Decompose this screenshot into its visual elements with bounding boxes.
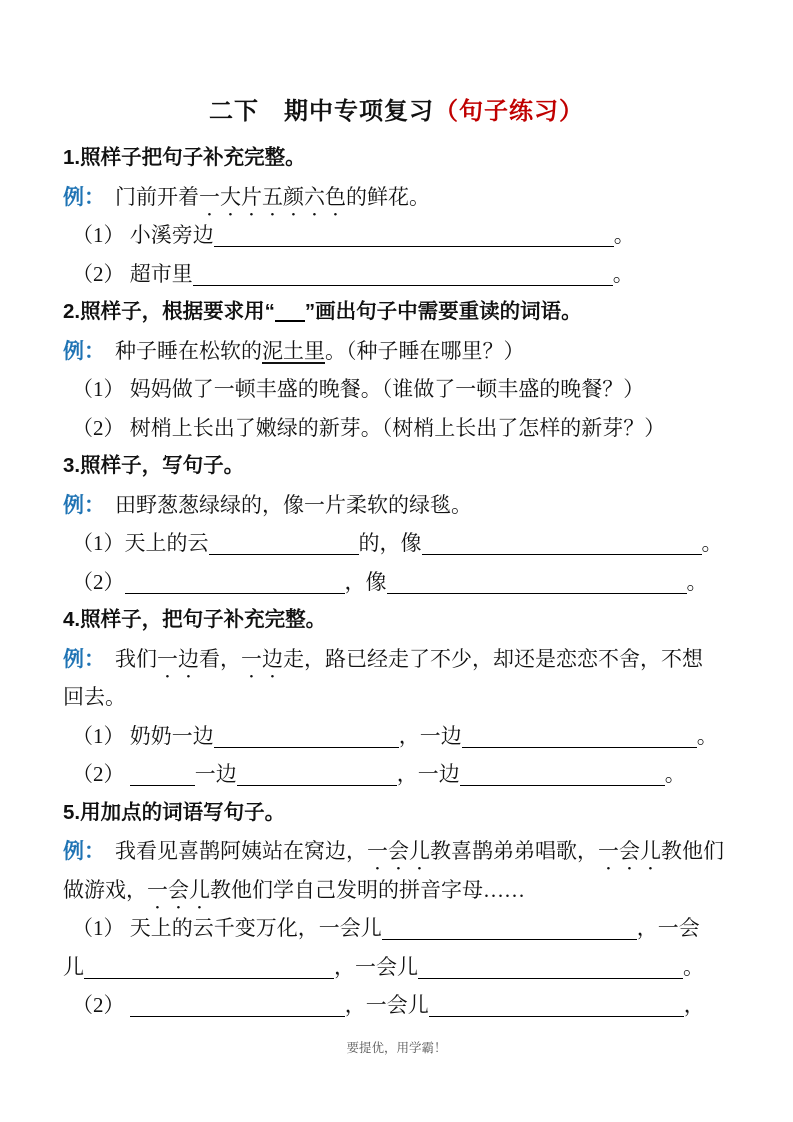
page-title-main: 二下 期中专项复习 bbox=[209, 98, 434, 125]
q5-example-cont bbox=[63, 871, 733, 910]
text-segment: 1.照样子把句子补充完整。 bbox=[63, 146, 306, 169]
text-segment: 。 bbox=[696, 723, 718, 748]
answer-blank[interactable] bbox=[125, 589, 345, 594]
answer-blank[interactable] bbox=[193, 281, 613, 286]
text-segment: （1） 天上的云千变万化，一会儿 bbox=[72, 916, 382, 940]
text-segment: ，一边 bbox=[398, 723, 462, 748]
page-title bbox=[0, 96, 793, 128]
text-segment: 3.照样子，写句子。 bbox=[63, 454, 245, 477]
text-segment: （1） 妈妈做了一顿丰盛的晚餐。（谁做了一顿丰盛的晚餐？） bbox=[72, 377, 645, 401]
q1-item-1 bbox=[63, 216, 733, 255]
text-segment: 5.用加点的词语写句子。 bbox=[63, 800, 286, 824]
text-segment: 一边 bbox=[157, 646, 199, 671]
text-segment: ， bbox=[683, 993, 705, 1017]
example-label: 例： bbox=[63, 339, 105, 363]
text-segment: ，一会儿 bbox=[334, 954, 418, 979]
page-title-highlight: （句子练习） bbox=[434, 98, 584, 125]
q5-item-2 bbox=[63, 986, 733, 1025]
q3-example bbox=[63, 486, 733, 525]
text-segment: 4.照样子，把句子补充完整。 bbox=[63, 608, 327, 631]
example-label: 例： bbox=[63, 185, 105, 209]
answer-blank[interactable] bbox=[460, 781, 665, 786]
text-segment: 教他们学自己发明的拼音字母…… bbox=[210, 877, 525, 902]
q4-example-cont bbox=[63, 678, 733, 717]
text-segment: 门前开着 bbox=[115, 184, 199, 209]
text-segment: （2） 超市里 bbox=[72, 261, 193, 286]
text-segment: 一会儿 bbox=[598, 839, 661, 863]
text-segment: ”画出句子中需要重读的词语。 bbox=[304, 300, 582, 323]
text-segment: ，一会 bbox=[636, 916, 700, 940]
text-segment: （2） bbox=[72, 569, 125, 594]
answer-blank[interactable] bbox=[387, 589, 687, 594]
answer-blank[interactable] bbox=[214, 743, 399, 748]
text-segment: 我看见喜鹊阿姨站在窝边， bbox=[115, 839, 367, 863]
text-segment: 一会儿 bbox=[367, 839, 430, 863]
text-segment: 教喜鹊弟弟唱歌， bbox=[430, 839, 598, 863]
text-segment: 。 bbox=[683, 954, 704, 979]
q5-example bbox=[63, 832, 733, 871]
text-segment: 种子睡在松软的 bbox=[115, 338, 262, 363]
q5-item-1 bbox=[63, 909, 733, 948]
text-segment: 。（种子睡在哪里？） bbox=[325, 338, 525, 363]
q2-heading bbox=[63, 293, 733, 332]
text-segment: 田野葱葱绿绿的，像一片柔软的绿毯。 bbox=[115, 492, 472, 517]
text-segment: （2） 树梢上长出了嫩绿的新芽。（树梢上长出了怎样的新芽？） bbox=[72, 415, 666, 440]
text-segment: 。 bbox=[701, 531, 723, 555]
text-segment: 我们 bbox=[115, 646, 157, 671]
text-segment: （1） 小溪旁边 bbox=[72, 223, 214, 247]
worksheet-body bbox=[0, 139, 793, 1025]
q2-item-1 bbox=[63, 370, 733, 409]
q4-item-1 bbox=[63, 717, 733, 756]
answer-blank[interactable] bbox=[418, 974, 683, 979]
text-segment: ，一会儿 bbox=[344, 993, 429, 1017]
q4-example bbox=[63, 640, 733, 679]
text-segment: 一会儿 bbox=[147, 877, 210, 902]
text-segment: 。 bbox=[612, 261, 634, 286]
text-segment: 回去。 bbox=[63, 685, 126, 709]
answer-blank[interactable] bbox=[429, 1012, 684, 1017]
text-segment: 泥土里 bbox=[262, 338, 325, 363]
q1-item-2 bbox=[63, 255, 733, 294]
example-label: 例： bbox=[63, 647, 105, 671]
answer-blank[interactable] bbox=[275, 316, 305, 322]
q5-heading bbox=[63, 794, 733, 833]
text-segment: （2） bbox=[72, 762, 130, 786]
text-segment: 一边 bbox=[241, 646, 283, 671]
q3-heading bbox=[63, 447, 733, 486]
text-segment: 儿 bbox=[63, 954, 84, 979]
text-segment: （2） bbox=[72, 993, 130, 1017]
answer-blank[interactable] bbox=[237, 781, 397, 786]
text-segment: ，像 bbox=[344, 569, 387, 594]
text-segment: 的鲜花。 bbox=[346, 184, 430, 209]
q4-item-2 bbox=[63, 755, 733, 794]
answer-blank[interactable] bbox=[422, 550, 702, 555]
text-segment: 一大片五颜六色 bbox=[199, 184, 346, 209]
text-segment: 走，路已经走了不少，却还是恋恋不舍，不想 bbox=[283, 646, 703, 671]
text-segment: 。 bbox=[613, 223, 635, 247]
q5-item-1-cont bbox=[63, 948, 733, 987]
answer-blank[interactable] bbox=[130, 1012, 345, 1017]
answer-blank[interactable] bbox=[462, 743, 697, 748]
text-segment: 。 bbox=[686, 569, 708, 594]
text-segment: 看， bbox=[199, 646, 241, 671]
text-segment: 的，像 bbox=[358, 531, 422, 555]
example-label: 例： bbox=[63, 840, 105, 863]
example-label: 例： bbox=[63, 493, 105, 517]
q4-heading bbox=[63, 601, 733, 640]
text-segment: （1）天上的云 bbox=[72, 531, 209, 555]
answer-blank[interactable] bbox=[84, 974, 334, 979]
q1-heading bbox=[63, 139, 733, 178]
text-segment: 2.照样子，根据要求用“ bbox=[63, 300, 275, 323]
answer-blank[interactable] bbox=[214, 242, 614, 247]
q1-example bbox=[63, 178, 733, 217]
text-segment: （1） 奶奶一边 bbox=[72, 723, 214, 748]
q2-item-2 bbox=[63, 409, 733, 448]
q3-item-1 bbox=[63, 524, 733, 563]
text-segment: 教他们 bbox=[661, 839, 724, 863]
q3-item-2 bbox=[63, 563, 733, 602]
answer-blank[interactable] bbox=[130, 781, 195, 786]
answer-blank[interactable] bbox=[209, 550, 359, 555]
text-segment: 做游戏， bbox=[63, 877, 147, 902]
text-segment: 。 bbox=[664, 762, 686, 786]
q2-example bbox=[63, 332, 733, 371]
text-segment: ，一边 bbox=[396, 762, 460, 786]
answer-blank[interactable] bbox=[382, 935, 637, 940]
footer-slogan: 要提优，用学霸！ bbox=[346, 1041, 447, 1055]
text-segment: 一边 bbox=[194, 762, 237, 786]
